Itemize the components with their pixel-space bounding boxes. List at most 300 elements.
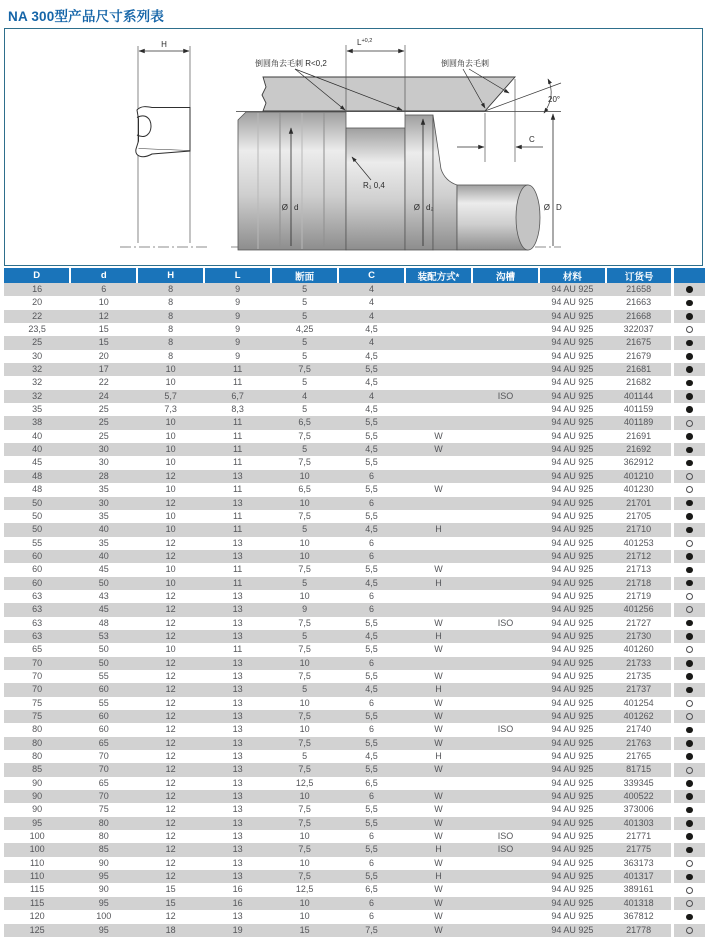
cell-order-no: 21719 [606, 590, 673, 603]
cell-material: 94 AU 925 [539, 376, 606, 389]
cell-material: 94 AU 925 [539, 403, 606, 416]
cell-order-no: 21765 [606, 750, 673, 763]
cell-L: 13 [204, 803, 271, 816]
cell-L: 13 [204, 603, 271, 616]
cell-material: 94 AU 925 [539, 617, 606, 630]
cell-material: 94 AU 925 [539, 924, 606, 937]
cell-H: 10 [137, 577, 204, 590]
cell-order-no: 401159 [606, 403, 673, 416]
table-row [4, 803, 705, 816]
cell-mounting: W [405, 697, 472, 710]
cell-material: 94 AU 925 [539, 897, 606, 910]
cell-order-no: 21713 [606, 563, 673, 576]
cell-mounting: W [405, 643, 472, 656]
col-header-H: H [137, 268, 204, 283]
dia-d2-label: d₂ [426, 203, 434, 212]
cell-C: 4,5 [338, 376, 405, 389]
cell-order-no: 21668 [606, 310, 673, 323]
cell-material: 94 AU 925 [539, 630, 606, 643]
cell-d: 90 [70, 883, 137, 896]
cell-D: 125 [4, 924, 70, 937]
cell-C: 6,5 [338, 777, 405, 790]
cell-mounting [405, 283, 472, 296]
cell-L: 11 [204, 376, 271, 389]
cell-groove [472, 630, 539, 643]
cell-L: 13 [204, 710, 271, 723]
cell-d: 65 [70, 737, 137, 750]
cell-C: 4,5 [338, 577, 405, 590]
cell-d: 85 [70, 843, 137, 856]
cell-C: 5,5 [338, 843, 405, 856]
cell-mounting [405, 657, 472, 670]
cell-d: 55 [70, 697, 137, 710]
table-row [4, 697, 705, 710]
cell-section: 7,5 [271, 430, 338, 443]
cell-mounting: W [405, 897, 472, 910]
cell-D: 40 [4, 443, 70, 456]
availability-open-dot-icon [686, 713, 693, 720]
cell-material: 94 AU 925 [539, 857, 606, 870]
col-header-order-no: 订货号 [606, 268, 673, 283]
cell-L: 9 [204, 296, 271, 309]
availability-filled-dot-icon [686, 740, 693, 747]
cell-groove [472, 430, 539, 443]
cell-mounting: W [405, 910, 472, 923]
cell-C: 4,5 [338, 750, 405, 763]
cell-C: 5,5 [338, 363, 405, 376]
cell-L: 19 [204, 924, 271, 937]
cell-order-no: 362912 [606, 456, 673, 469]
cell-groove: ISO [472, 830, 539, 843]
table-row [4, 843, 705, 856]
cell-L: 13 [204, 497, 271, 510]
cell-mounting: W [405, 924, 472, 937]
cell-L: 13 [204, 697, 271, 710]
cell-D: 32 [4, 363, 70, 376]
cell-D: 32 [4, 376, 70, 389]
col-header-material: 材料 [539, 268, 606, 283]
cell-groove [472, 603, 539, 616]
availability-filled-dot-icon [686, 500, 693, 507]
cell-groove [472, 697, 539, 710]
shaft-shoulder [405, 115, 433, 250]
cell-section: 10 [271, 550, 338, 563]
cell-section: 12,5 [271, 883, 338, 896]
availability-filled-dot-icon [686, 527, 693, 534]
cell-mounting: H [405, 750, 472, 763]
cell-section: 7,5 [271, 843, 338, 856]
cell-order-no: 21763 [606, 737, 673, 750]
cell-D: 110 [4, 870, 70, 883]
cell-availability [673, 697, 705, 710]
cell-material: 94 AU 925 [539, 390, 606, 403]
cell-D: 115 [4, 883, 70, 896]
cell-mounting: W [405, 857, 472, 870]
cell-H: 10 [137, 643, 204, 656]
cell-availability [673, 577, 705, 590]
cell-L: 9 [204, 350, 271, 363]
cell-D: 90 [4, 803, 70, 816]
angle-label: 20° [548, 95, 561, 104]
h-dimension-label: H [161, 40, 167, 49]
cell-material: 94 AU 925 [539, 350, 606, 363]
cell-C: 6 [338, 537, 405, 550]
cell-D: 63 [4, 590, 70, 603]
cell-groove [472, 537, 539, 550]
cell-D: 85 [4, 763, 70, 776]
col-header-availability [673, 268, 705, 283]
cell-section: 7,5 [271, 510, 338, 523]
cell-D: 45 [4, 456, 70, 469]
cell-groove: ISO [472, 723, 539, 736]
dia-D-label: D [556, 203, 562, 212]
cell-d: 25 [70, 416, 137, 429]
table-row [4, 630, 705, 643]
availability-filled-dot-icon [686, 567, 693, 574]
cell-order-no: 389161 [606, 883, 673, 896]
cell-D: 55 [4, 537, 70, 550]
cell-C: 4 [338, 283, 405, 296]
cell-C: 5,5 [338, 430, 405, 443]
cell-mounting [405, 497, 472, 510]
cell-H: 12 [137, 550, 204, 563]
cell-C: 6 [338, 590, 405, 603]
cell-groove [472, 296, 539, 309]
cell-d: 80 [70, 830, 137, 843]
cell-mounting: H [405, 523, 472, 536]
cell-mounting: W [405, 790, 472, 803]
cell-section: 7,5 [271, 456, 338, 469]
cell-availability [673, 470, 705, 483]
cell-C: 5,5 [338, 737, 405, 750]
col-header-D: D [4, 268, 70, 283]
cell-d: 53 [70, 630, 137, 643]
table-row [4, 670, 705, 683]
cell-C: 6 [338, 790, 405, 803]
availability-filled-dot-icon [686, 513, 693, 520]
seal-cross-section [136, 40, 190, 243]
cell-D: 20 [4, 296, 70, 309]
cell-mounting: H [405, 843, 472, 856]
radius-label: R₁ 0,4 [363, 181, 385, 190]
table-row [4, 443, 705, 456]
table-row [4, 723, 705, 736]
cell-L: 13 [204, 777, 271, 790]
cell-mounting: W [405, 817, 472, 830]
cell-groove [472, 710, 539, 723]
cell-material: 94 AU 925 [539, 470, 606, 483]
cell-C: 4,5 [338, 443, 405, 456]
cell-availability [673, 723, 705, 736]
cell-mounting [405, 310, 472, 323]
cell-section: 10 [271, 590, 338, 603]
cell-order-no: 21705 [606, 510, 673, 523]
cell-material: 94 AU 925 [539, 336, 606, 349]
cell-section: 10 [271, 897, 338, 910]
cell-availability [673, 497, 705, 510]
cell-C: 5,5 [338, 803, 405, 816]
cell-availability [673, 630, 705, 643]
cell-section: 5 [271, 296, 338, 309]
cell-d: 70 [70, 750, 137, 763]
cell-mounting: W [405, 443, 472, 456]
cell-mounting: W [405, 883, 472, 896]
cell-C: 5,5 [338, 670, 405, 683]
availability-filled-dot-icon [686, 313, 693, 320]
l-dimension-label: $L^{+0,2}$ [357, 38, 373, 47]
table-row [4, 577, 705, 590]
cell-order-no: 401317 [606, 870, 673, 883]
cell-material: 94 AU 925 [539, 577, 606, 590]
cell-d: 60 [70, 683, 137, 696]
cell-H: 12 [137, 710, 204, 723]
cell-d: 40 [70, 550, 137, 563]
shaft-end-cap [516, 185, 540, 250]
cell-availability [673, 750, 705, 763]
table-row [4, 590, 705, 603]
table-row [4, 416, 705, 429]
cell-H: 8 [137, 323, 204, 336]
cell-d: 45 [70, 603, 137, 616]
cell-order-no: 401260 [606, 643, 673, 656]
cell-mounting [405, 470, 472, 483]
availability-open-dot-icon [686, 486, 693, 493]
cell-section: 5 [271, 750, 338, 763]
cell-groove [472, 563, 539, 576]
cell-mounting [405, 537, 472, 550]
cell-D: 70 [4, 683, 70, 696]
table-row [4, 857, 705, 870]
table-row [4, 830, 705, 843]
cell-material: 94 AU 925 [539, 763, 606, 776]
cell-material: 94 AU 925 [539, 723, 606, 736]
assembly-view [236, 38, 562, 250]
cell-C: 6 [338, 857, 405, 870]
cell-material: 94 AU 925 [539, 883, 606, 896]
cell-D: 100 [4, 843, 70, 856]
cell-d: 50 [70, 577, 137, 590]
cell-material: 94 AU 925 [539, 363, 606, 376]
cell-C: 6 [338, 897, 405, 910]
cell-order-no: 21775 [606, 843, 673, 856]
cell-d: 24 [70, 390, 137, 403]
cell-L: 13 [204, 590, 271, 603]
cell-H: 12 [137, 790, 204, 803]
cell-d: 25 [70, 430, 137, 443]
col-header-C: C [338, 268, 405, 283]
table-row [4, 296, 705, 309]
cell-groove [472, 763, 539, 776]
cell-section: 7,5 [271, 803, 338, 816]
cell-order-no: 401253 [606, 537, 673, 550]
deburr-right-label: 倒圆角去毛刺 [441, 59, 489, 68]
table-row [4, 790, 705, 803]
cell-C: 5,5 [338, 416, 405, 429]
cell-C: 6 [338, 603, 405, 616]
cell-mounting [405, 350, 472, 363]
cell-groove [472, 924, 539, 937]
cell-section: 5 [271, 376, 338, 389]
cell-D: 60 [4, 577, 70, 590]
cell-mounting [405, 416, 472, 429]
cell-H: 10 [137, 456, 204, 469]
cell-order-no: 401144 [606, 390, 673, 403]
cell-groove [472, 670, 539, 683]
cell-H: 10 [137, 510, 204, 523]
cell-H: 18 [137, 924, 204, 937]
cell-availability [673, 523, 705, 536]
cell-availability [673, 403, 705, 416]
cell-D: 80 [4, 750, 70, 763]
cell-mounting: W [405, 710, 472, 723]
cell-C: 6 [338, 723, 405, 736]
cell-L: 13 [204, 683, 271, 696]
cell-H: 12 [137, 723, 204, 736]
cell-H: 12 [137, 737, 204, 750]
cell-L: 16 [204, 897, 271, 910]
cell-L: 13 [204, 470, 271, 483]
cell-groove [472, 590, 539, 603]
cell-H: 10 [137, 430, 204, 443]
cell-L: 9 [204, 310, 271, 323]
table-row [4, 737, 705, 750]
cell-mounting [405, 376, 472, 389]
cell-H: 12 [137, 617, 204, 630]
cell-availability [673, 897, 705, 910]
availability-open-dot-icon [686, 900, 693, 907]
table-row [4, 657, 705, 670]
availability-open-dot-icon [686, 767, 693, 774]
availability-filled-dot-icon [686, 807, 693, 814]
availability-filled-dot-icon [686, 833, 693, 840]
cell-D: 70 [4, 670, 70, 683]
cell-D: 48 [4, 470, 70, 483]
cell-section: 4 [271, 390, 338, 403]
availability-open-dot-icon [686, 420, 693, 427]
cell-availability [673, 563, 705, 576]
availability-open-dot-icon [686, 473, 693, 480]
cell-d: 10 [70, 296, 137, 309]
cell-order-no: 21658 [606, 283, 673, 296]
cell-material: 94 AU 925 [539, 817, 606, 830]
availability-open-dot-icon [686, 606, 693, 613]
cell-mounting: W [405, 763, 472, 776]
cell-H: 12 [137, 657, 204, 670]
cell-groove [472, 643, 539, 656]
cell-L: 11 [204, 363, 271, 376]
cell-section: 5 [271, 683, 338, 696]
table-row [4, 537, 705, 550]
cell-availability [673, 843, 705, 856]
cell-section: 5 [271, 523, 338, 536]
cell-mounting [405, 296, 472, 309]
availability-filled-dot-icon [686, 820, 693, 827]
cell-mounting [405, 510, 472, 523]
availability-filled-dot-icon [686, 753, 693, 760]
cell-order-no: 21730 [606, 630, 673, 643]
cell-availability [673, 763, 705, 776]
cell-H: 12 [137, 603, 204, 616]
cell-C: 6 [338, 657, 405, 670]
cell-mounting: W [405, 737, 472, 750]
availability-open-dot-icon [686, 700, 693, 707]
cell-C: 5,5 [338, 643, 405, 656]
cell-D: 110 [4, 857, 70, 870]
cell-order-no: 21718 [606, 577, 673, 590]
availability-filled-dot-icon [686, 580, 693, 587]
cell-d: 100 [70, 910, 137, 923]
cell-section: 5 [271, 310, 338, 323]
cell-section: 6,5 [271, 416, 338, 429]
cell-groove [472, 857, 539, 870]
cell-D: 75 [4, 710, 70, 723]
cell-section: 5 [271, 577, 338, 590]
table-row [4, 430, 705, 443]
cell-d: 45 [70, 563, 137, 576]
cell-section: 5 [271, 443, 338, 456]
table-row [4, 710, 705, 723]
size-series-table [4, 268, 705, 937]
cell-groove [472, 657, 539, 670]
cell-order-no: 21682 [606, 376, 673, 389]
cell-material: 94 AU 925 [539, 657, 606, 670]
cell-order-no: 21679 [606, 350, 673, 363]
cell-H: 12 [137, 763, 204, 776]
cell-section: 10 [271, 657, 338, 670]
cell-C: 5,5 [338, 563, 405, 576]
table-row [4, 323, 705, 336]
table-row [4, 777, 705, 790]
cell-material: 94 AU 925 [539, 710, 606, 723]
cell-availability [673, 363, 705, 376]
cell-order-no: 21771 [606, 830, 673, 843]
cell-D: 100 [4, 830, 70, 843]
cell-d: 95 [70, 897, 137, 910]
table-row [4, 550, 705, 563]
cell-order-no: 21681 [606, 363, 673, 376]
cell-groove [472, 790, 539, 803]
cell-order-no: 400522 [606, 790, 673, 803]
cell-material: 94 AU 925 [539, 510, 606, 523]
cell-H: 12 [137, 670, 204, 683]
cell-order-no: 21733 [606, 657, 673, 670]
cell-order-no: 401189 [606, 416, 673, 429]
cell-D: 63 [4, 603, 70, 616]
cell-mounting: W [405, 617, 472, 630]
cell-availability [673, 376, 705, 389]
cell-d: 22 [70, 376, 137, 389]
cell-H: 12 [137, 817, 204, 830]
cell-availability [673, 617, 705, 630]
table-row [4, 523, 705, 536]
cell-groove [472, 750, 539, 763]
availability-open-dot-icon [686, 887, 693, 894]
cell-H: 8 [137, 336, 204, 349]
cell-mounting [405, 603, 472, 616]
cell-order-no: 401256 [606, 603, 673, 616]
cell-groove [472, 577, 539, 590]
cell-material: 94 AU 925 [539, 643, 606, 656]
cell-D: 23,5 [4, 323, 70, 336]
cell-section: 15 [271, 924, 338, 937]
cell-L: 11 [204, 577, 271, 590]
table-row [4, 510, 705, 523]
cell-d: 30 [70, 443, 137, 456]
cell-H: 12 [137, 630, 204, 643]
cell-material: 94 AU 925 [539, 550, 606, 563]
cell-material: 94 AU 925 [539, 310, 606, 323]
table-row [4, 283, 705, 296]
